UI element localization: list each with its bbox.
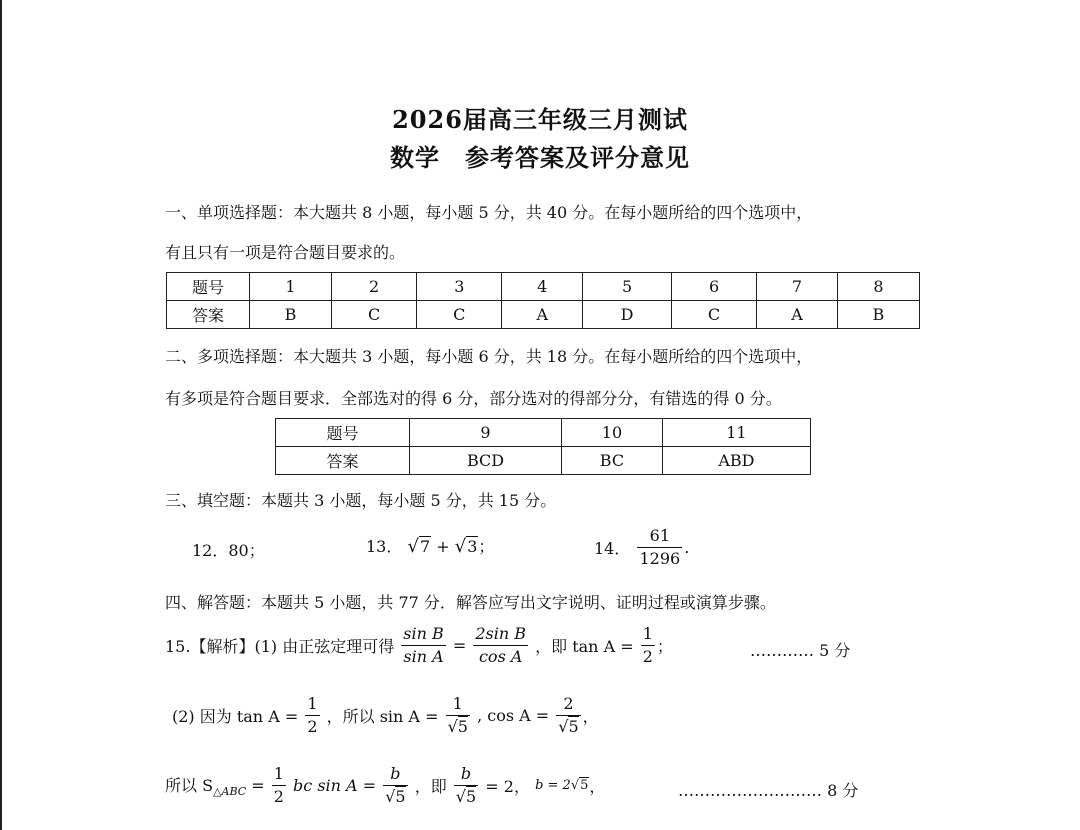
- sqrt-5: √5: [570, 778, 589, 793]
- page-title: 2026届高三年级三月测试: [392, 105, 688, 134]
- q14-answer: [594, 526, 689, 569]
- sqrt-7: √7: [407, 536, 431, 557]
- section2-heading: 二、多项选择题：本大题共 3 小题，每小题 6 分，共 18 分。在每小题所给的四个选项中，: [165, 347, 813, 366]
- table-row: [167, 301, 920, 329]
- equals-sign: =: [452, 636, 467, 655]
- radical-icon: √: [407, 536, 419, 557]
- section3-heading: 三、填空题：本题共 3 小题，每小题 5 分，共 15 分。: [165, 491, 557, 510]
- table-row: [167, 273, 920, 301]
- fraction: $\frac{1}{2}$: [273, 764, 284, 806]
- table-cell: 1: [250, 273, 332, 301]
- table-cell: D: [583, 301, 672, 329]
- separator: ；: [478, 537, 495, 556]
- table-cell: 3: [417, 273, 502, 301]
- q15-part1: [165, 624, 673, 667]
- fraction: $\frac{1}{2}$: [642, 624, 653, 666]
- fraction: $\frac{2}{√5}$: [558, 694, 579, 736]
- table-cell: 2: [332, 273, 417, 301]
- text-segment: = 2，: [485, 777, 530, 796]
- section2-answer-table: [275, 418, 811, 475]
- q15-part3: [165, 764, 605, 807]
- row-label-answer: 答案: [276, 447, 410, 475]
- plus-sign: +: [436, 537, 450, 556]
- table-cell: 7: [757, 273, 838, 301]
- page-subtitle: 数学 参考答案及评分意见: [390, 143, 690, 172]
- score-5: ………… 5 分: [750, 641, 851, 660]
- table-cell: 8: [837, 273, 919, 301]
- table-cell: A: [757, 301, 838, 329]
- separator: ；: [248, 541, 265, 560]
- text-segment: ，: [589, 777, 606, 796]
- row-label-number: 题号: [167, 273, 250, 301]
- period: .: [684, 538, 690, 557]
- section4-heading: 四、解答题：本题共 5 小题，共 77 分．解答应写出文字说明、证明过程或演算步骤。: [165, 593, 776, 612]
- section1-answer-table: [166, 272, 920, 329]
- radical-icon: √: [558, 717, 569, 736]
- fraction: $\frac{\text{2sin B}}{\text{cos A}}$: [475, 624, 527, 666]
- radical-icon: √: [455, 787, 466, 806]
- table-cell: B: [250, 301, 332, 329]
- fraction: $\frac{b}{√5}$: [455, 764, 477, 806]
- table-cell: C: [671, 301, 756, 329]
- section2-note: 有多项是符合题目要求．全部选对的得 6 分，部分选对的得部分分，有错选的得 0 分。: [165, 389, 782, 408]
- table-cell: BC: [562, 447, 663, 475]
- text-segment: ，即 tan A =: [535, 637, 634, 656]
- q13-label: 13．: [366, 537, 403, 556]
- table-cell: 10: [562, 419, 663, 447]
- q15-part2: [172, 694, 599, 737]
- q12-label: 12．: [192, 541, 229, 560]
- fraction: $\frac{61}{1296}$: [639, 526, 681, 568]
- radical-icon: √: [454, 536, 467, 557]
- fraction: $\frac{1}{2}$: [307, 694, 318, 736]
- table-cell: BCD: [410, 447, 562, 475]
- radical-icon: √: [570, 778, 580, 793]
- b-value: b = 2: [535, 778, 571, 793]
- text-segment: , cos A =: [477, 706, 550, 725]
- sqrt-3: √3: [454, 536, 478, 557]
- radical-icon: √: [385, 787, 396, 806]
- table-row: [276, 447, 811, 475]
- table-cell: 4: [502, 273, 583, 301]
- table-cell: A: [502, 301, 583, 329]
- table-row: [276, 419, 811, 447]
- table-cell: C: [332, 301, 417, 329]
- text-segment: ，: [582, 707, 599, 726]
- q15-label: 15.【解析】(1) 由正弦定理可得: [165, 637, 395, 656]
- text-segment: (2) 因为 tan A =: [172, 707, 299, 726]
- q12-value: 80: [228, 541, 249, 560]
- table-cell: C: [417, 301, 502, 329]
- q14-label: 14．: [594, 539, 631, 558]
- radical-icon: √: [447, 717, 458, 736]
- table-cell: 6: [671, 273, 756, 301]
- row-label-answer: 答案: [167, 301, 250, 329]
- fraction: $\frac{1}{√5}$: [447, 694, 468, 736]
- fraction: $\frac{b}{√5}$: [385, 764, 406, 806]
- section1-heading: 一、单项选择题：本大题共 8 小题，每小题 5 分，共 40 分。在每小题所给的四个选项中，: [165, 203, 813, 222]
- section1-note: 有且只有一项是符合题目要求的。: [165, 243, 406, 262]
- text-segment: ；: [656, 637, 673, 656]
- text-segment: ，所以 sin A =: [326, 707, 439, 726]
- table-cell: 11: [662, 419, 810, 447]
- fraction: $\frac{\text{sin B}}{\text{sin A}}$: [403, 624, 444, 666]
- text-segment: ，即: [414, 777, 447, 796]
- equals-sign: =: [251, 776, 265, 795]
- row-label-number: 题号: [276, 419, 410, 447]
- q12-answer: [192, 538, 265, 561]
- score-8: ……………………… 8 分: [678, 781, 859, 800]
- q13-answer: [366, 534, 494, 557]
- table-cell: 9: [410, 419, 562, 447]
- table-cell: B: [837, 301, 919, 329]
- text-segment: bc sin A =: [293, 776, 377, 795]
- table-cell: 5: [583, 273, 672, 301]
- table-cell: ABD: [662, 447, 810, 475]
- text-segment: 所以 $S_{\triangle ABC}$: [165, 775, 247, 799]
